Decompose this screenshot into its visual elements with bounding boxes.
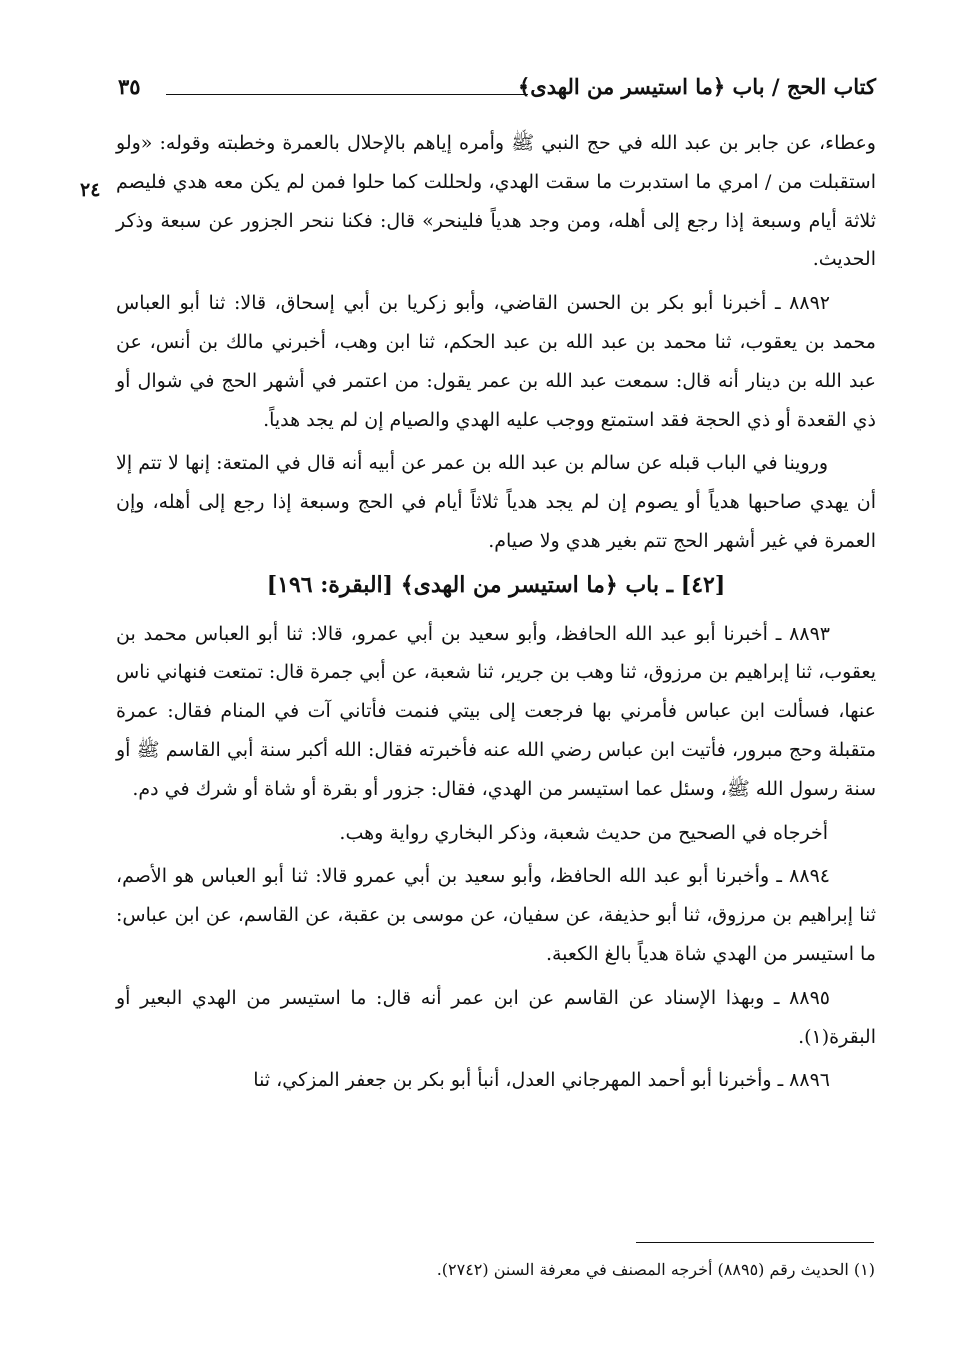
paragraph-takhrij: أخرجاه في الصحيح من حديث شعبة، وذكر البخاري رواية وهب.	[339, 821, 828, 844]
main-text	[116, 124, 876, 1105]
hadith-8896: ٨٨٩٦ ـ وأخبرنا أبو أحمد المهرجاني العدل، أنبأ أبو بكر بن جعفر المزكي، ثنا	[253, 1069, 830, 1092]
footnote-rule	[636, 1242, 874, 1243]
hadith-8893: ٨٨٩٣ ـ أخبرنا أبو عبد الله الحافظ، وأبو سعيد بن أبي عمرو، قالا: ثنا أبو العباس محمد بن يعقوب، ثنا إبراهيم بن مرزوق، ثنا وهب بن جرير، ثنا شعبة، عن أبي جمرة قال: تمتعت فنهاني ناس عنها، فسألت ابن عباس فأمرني بها فرجعت إلى بيتي فنمت فأتاني آت في المنام فقال: عمرة متقبلة وحج مبرور، فأتيت ابن عباس رضي الله عنه فأخبرته فقال: الله أكبر سنة أبي القاسم ﷺ أو سنة رسول الله ﷺ، وسئل عما استيسر من الهدي، فقال: جزور أو بقرة أو شاة أو شرك في دم.	[116, 622, 876, 800]
paragraph-continuation: وعطاء، عن جابر بن عبد الله في حج النبي ﷺ وأمره إياهم بالإحلال بالعمرة وخطبته وقوله: «ولو استقبلت من / امري ما استدبرت ما سقت الهدي، ولحللت كما حلوا فمن لم يكن معه هدي فليصم ثلاثة أيام وسبعة إذا رجع إلى أهله، ومن وجد هدياً فلينحر» قال: فكنا ننحر الجزور عن سبعة وذكر الحديث.	[116, 132, 876, 271]
running-title: كتاب الحج / باب ﴿ما استيسر من الهدى﴾	[518, 74, 876, 99]
hadith-8892: ٨٨٩٢ ـ أخبرنا أبو بكر بن الحسن القاضي، وأبو زكريا بن أبي إسحاق، قالا: ثنا أبو العباس محمد بن يعقوب، ثنا محمد بن عبد الله بن عبد الحكم، ثنا ابن وهب، أخبرني مالك بن أنس، عن عبد الله بن دينار أنه قال: سمعت عبد الله بن عمر يقول: من اعتمر في أشهر الحج في شوال أو ذي القعدة أو ذي الحجة فقد استمتع ووجب عليه الهدي والصيام إن لم يجد هدياً.	[116, 292, 876, 431]
paragraph-riwaya: وروينا في الباب قبله عن سالم بن عبد الله بن عمر عن أبيه أنه قال في المتعة: إنها لا تتم إلا أن يهدي صاحبها هدياً أو يصوم إن لم يجد هدياً ثلاثاً أيام في الحج وسبعة إذا رجع إلى أهله، وإن العمرة في غير أشهر الحج تتم بغير هدي ولا صيام.	[116, 452, 876, 552]
page-number: ٣٥	[118, 74, 141, 99]
header-rule	[166, 94, 528, 95]
hadith-8894: ٨٨٩٤ ـ وأخبرنا أبو عبد الله الحافظ، وأبو سعيد بن أبي عمرو قالا: ثنا أبو العباس هو الأصم، ثنا إبراهيم بن مرزوق، ثنا أبو حذيفة، عن سفيان، عن موسى بن عقبة، عن القاسم، عن ابن عباس: ما استيسر من الهدي شاة هدياً بالغ الكعبة.	[116, 865, 876, 965]
running-head	[118, 72, 876, 112]
margin-page-reference: ٢٤	[80, 179, 101, 201]
footnote: (١) الحديث رقم (٨٨٩٥) أخرجه المصنف في معرفة السنن (٢٧٤٢).	[436, 1260, 875, 1279]
hadith-8895: ٨٨٩٥ ـ وبهذا الإسناد عن القاسم عن ابن عمر أنه قال: ما استيسر من الهدي البعير أو البقرة(١).	[116, 986, 876, 1048]
section-heading: [٤٢] ـ باب ﴿ما استيسر من الهدى﴾ [البقرة: ١٩٦]	[266, 571, 726, 598]
